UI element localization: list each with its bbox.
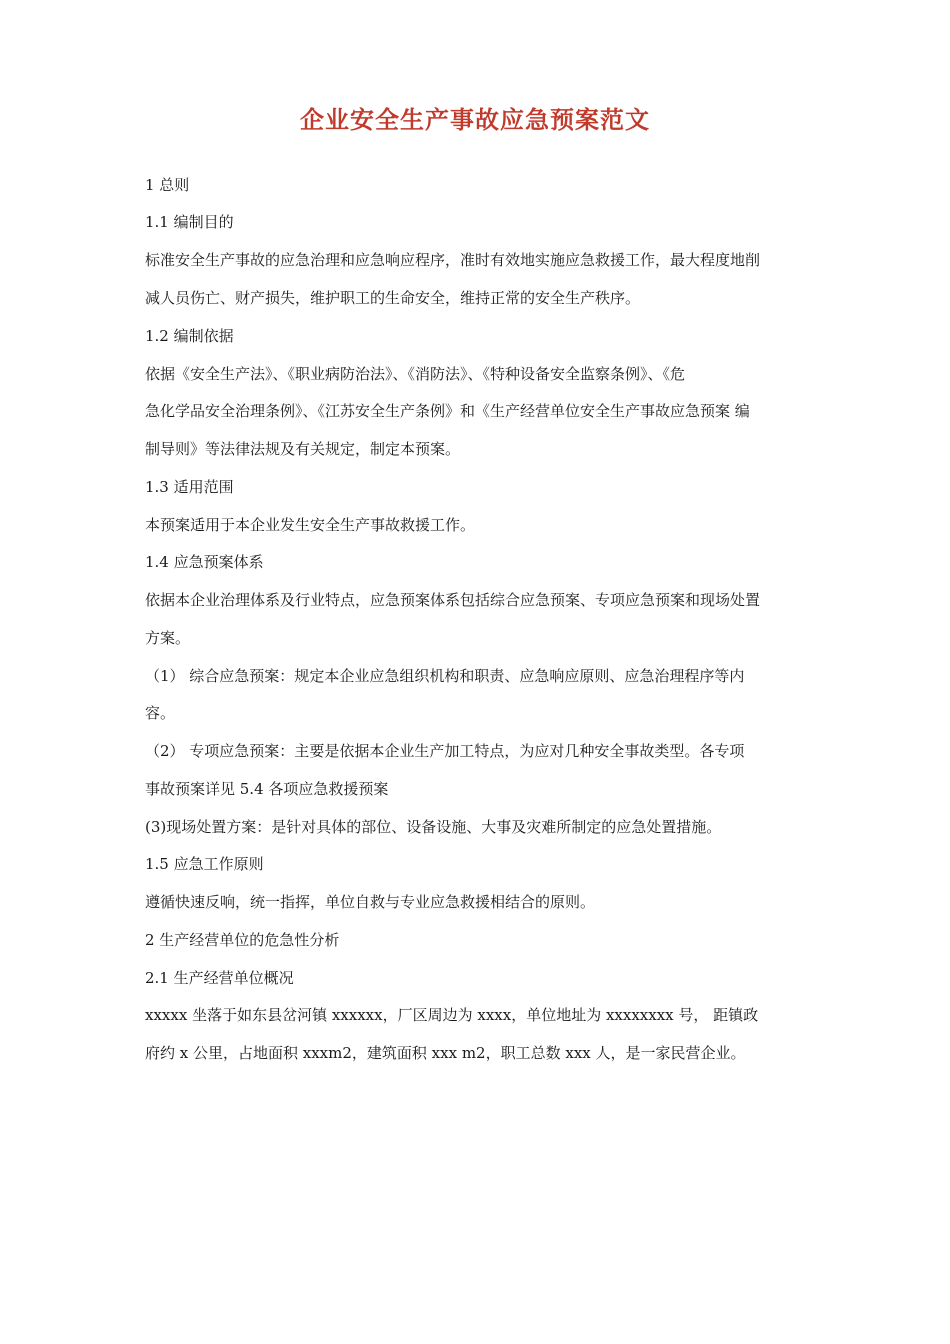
list-item-line: （2） 专项应急预案：主要是依据本企业生产加工特点，为应对几种安全事故类型。各专项 [145,742,745,760]
heading-1-2: 1.2 编制依据 [145,327,234,345]
paragraph-line: xxxxx 坐落于如东县岔河镇 xxxxxx，厂区周边为 xxxx，单位地址为 xxxxxxxx 号， 距镇政 [145,1006,759,1024]
list-item-line: (3)现场处置方案：是针对具体的部位、设备设施、大事及灾难所制定的应急处置措施。 [145,818,722,836]
paragraph-line: 方案。 [145,629,191,647]
heading-2-1: 2.1 生产经营单位概况 [145,969,294,987]
paragraph-line: 标准安全生产事故的应急治理和应急响应程序，准时有效地实施应急救援工作，最大程度地削 [145,251,761,269]
heading-1-5: 1.5 应急工作原则 [145,855,264,873]
paragraph-line: 制导则》等法律法规及有关规定，制定本预案。 [145,440,461,458]
list-item-line: （1） 综合应急预案：规定本企业应急组织机构和职责、应急响应原则、应急治理程序等内 [145,667,745,685]
heading-1-3: 1.3 适用范围 [145,478,234,496]
list-item-line: 容。 [145,704,176,722]
paragraph-line: 府约 x 公里，占地面积 xxxm2，建筑面积 xxx m2，职工总数 xxx 人，是一家民营企业。 [145,1044,746,1062]
paragraph-line: 急化学品安全治理条例》、《江苏安全生产条例》和《生产经营单位安全生产事故应急预案 编 [145,402,750,420]
heading-1-1: 1.1 编制目的 [145,213,234,231]
paragraph-line: 减人员伤亡、财产损失，维护职工的生命安全，维持正常的安全生产秩序。 [145,289,641,307]
list-item-line: 事故预案详见 5.4 各项应急救援预案 [145,780,389,798]
paragraph-line: 依据本企业治理体系及行业特点，应急预案体系包括综合应急预案、专项应急预案和现场处置 [145,591,761,609]
paragraph-line: 本预案适用于本企业发生安全生产事故救援工作。 [145,516,476,534]
paragraph-line: 遵循快速反响，统一指挥，单位自救与专业应急救援相结合的原则。 [145,893,596,911]
heading-2: 2 生产经营单位的危急性分析 [145,931,340,949]
heading-1: 1 总则 [145,176,190,194]
paragraph-line: 依据《安全生产法》、《职业病防治法》、《消防法》、《特种设备安全监察条例》、《危 [145,365,686,383]
heading-1-4: 1.4 应急预案体系 [145,553,264,571]
document-title: 企业安全生产事故应急预案范文 [300,105,650,134]
